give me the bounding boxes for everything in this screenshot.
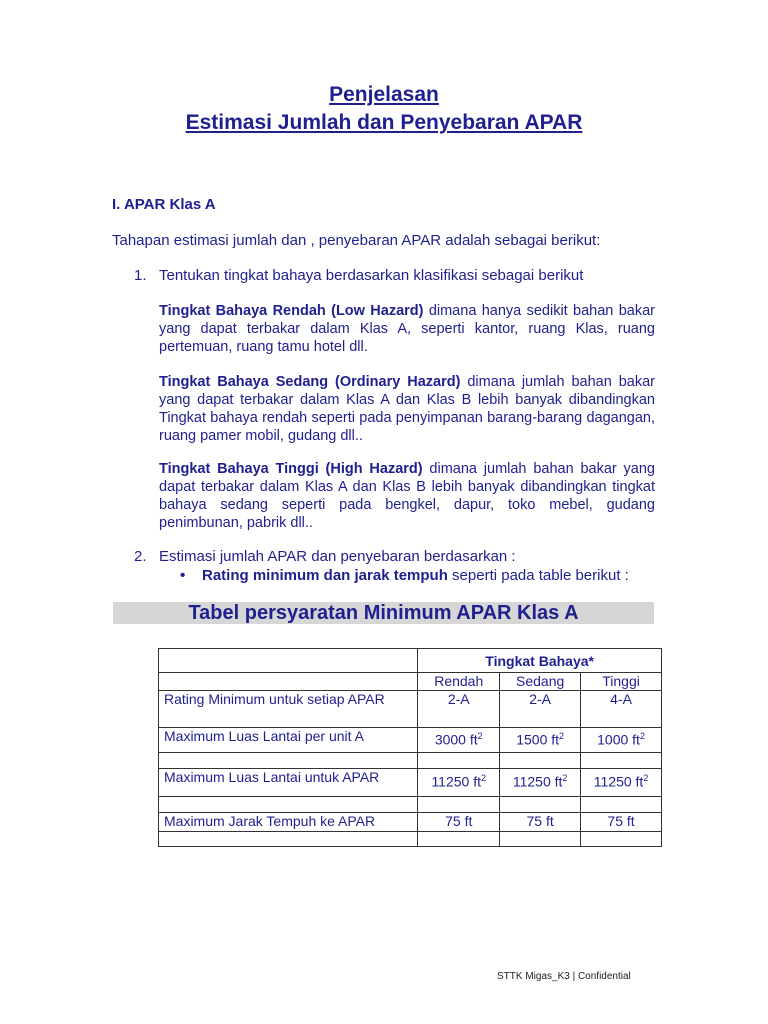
section-heading: I. APAR Klas A xyxy=(112,196,216,213)
hazard-paragraph-high xyxy=(159,460,655,532)
row-label-rating: Rating Minimum untuk setiap APAR xyxy=(159,691,418,728)
col-header-rendah: Rendah xyxy=(418,673,500,691)
cell-jarak-tinggi: 75 ft xyxy=(581,813,662,832)
cell-luas-apar-tinggi: 11250 $ft^2$ xyxy=(581,769,662,797)
hazard-text-ordinary: dimana jumlah bahan bakar yang dapat terbakar dalam Klas A dan Klas B lebih banyak dibandingkan Tingkat bahaya rendah seperti pada penyimpanan barang-barang dagangan, ruang pamer mobil, gudang dll.. xyxy=(159,374,656,444)
intro-text: Tahapan estimasi jumlah dan , penyebaran APAR adalah sebagai berikut: xyxy=(112,232,601,249)
cell-rating-tinggi: 4-A xyxy=(581,691,662,728)
hazard-label-low: Tingkat Bahaya Rendah (Low Hazard) xyxy=(159,303,424,319)
table-corner-cell xyxy=(159,649,418,673)
page-footer: STTK Migas_K3 | Confidential xyxy=(497,971,631,982)
hazard-label-high: Tingkat Bahaya Tinggi (High Hazard) xyxy=(159,461,423,477)
cell-luas-per-unit-rendah: 3000 $ft^2$ xyxy=(418,728,500,753)
hazard-paragraph-low xyxy=(159,302,655,356)
table-banner: Tabel persyaratan Minimum APAR Klas A xyxy=(113,602,654,624)
hazard-paragraph-ordinary xyxy=(159,373,655,445)
cell-rating-rendah: 2-A xyxy=(418,691,500,728)
table-spacer-row xyxy=(159,797,662,813)
table-spacer-row xyxy=(159,753,662,769)
table-row xyxy=(159,728,662,753)
bullet-item xyxy=(180,567,629,584)
cell-jarak-rendah: 75 ft xyxy=(418,813,500,832)
bullet-bold-text: Rating minimum dan jarak tempuh xyxy=(202,567,448,584)
cell-luas-per-unit-tinggi: 1000 $ft^2$ xyxy=(581,728,662,753)
cell-luas-apar-sedang: 11250 $ft^2$ xyxy=(500,769,581,797)
col-header-tinggi: Tinggi xyxy=(581,673,662,691)
doc-title-line1: Penjelasan xyxy=(329,83,439,106)
bullet-rest-text: seperti pada table berikut : xyxy=(447,567,629,584)
doc-title-line2: Estimasi Jumlah dan Penyebaran APAR xyxy=(185,111,583,134)
table-spacer-row xyxy=(159,832,662,847)
cell-luas-apar-rendah: 11250 $ft^2$ xyxy=(418,769,500,797)
row-label-luas-per-unit: Maximum Luas Lantai per unit A xyxy=(159,728,418,753)
item-text-1: Tentukan tingkat bahaya berdasarkan klasifikasi sebagai berikut xyxy=(159,267,584,284)
table-header-row xyxy=(159,649,662,673)
col-header-sedang: Sedang xyxy=(500,673,581,691)
item-number-1: 1. xyxy=(134,267,147,284)
table-subheader-row xyxy=(159,673,662,691)
cell-rating-sedang: 2-A xyxy=(500,691,581,728)
requirements-table xyxy=(158,648,662,847)
hazard-text-high: dimana jumlah bahan bakar yang dapat terbakar dalam Klas A dan Klas B lebih banyak dibandingkan tingkat bahaya sedang seperti pada bengkel, dapur, toko mebel, gudang penimbunan, pabrik dll.. xyxy=(159,461,655,531)
item-number-2: 2. xyxy=(134,548,147,565)
bullet-icon: • xyxy=(180,567,186,584)
table-row xyxy=(159,769,662,797)
cell-jarak-sedang: 75 ft xyxy=(500,813,581,832)
cell-luas-per-unit-sedang: 1500 $ft^2$ xyxy=(500,728,581,753)
row-label-luas-untuk-apar: Maximum Luas Lantai untuk APAR xyxy=(159,769,418,797)
row-label-jarak-tempuh: Maximum Jarak Tempuh ke APAR xyxy=(159,813,418,832)
table-subheader-label xyxy=(159,673,418,691)
table-row xyxy=(159,691,662,728)
hazard-label-ordinary: Tingkat Bahaya Sedang (Ordinary Hazard) xyxy=(159,374,461,390)
tingkat-bahaya-header: Tingkat Bahaya* xyxy=(418,649,662,673)
item-text-2: Estimasi jumlah APAR dan penyebaran berdasarkan : xyxy=(159,548,516,565)
hazard-text-low: dimana hanya sedikit bahan bakar yang dapat terbakar dalam Klas A, seperti kantor, ruang Klas, ruang pertemuan, ruang tamu hotel dll. xyxy=(159,303,655,355)
table-row xyxy=(159,813,662,832)
